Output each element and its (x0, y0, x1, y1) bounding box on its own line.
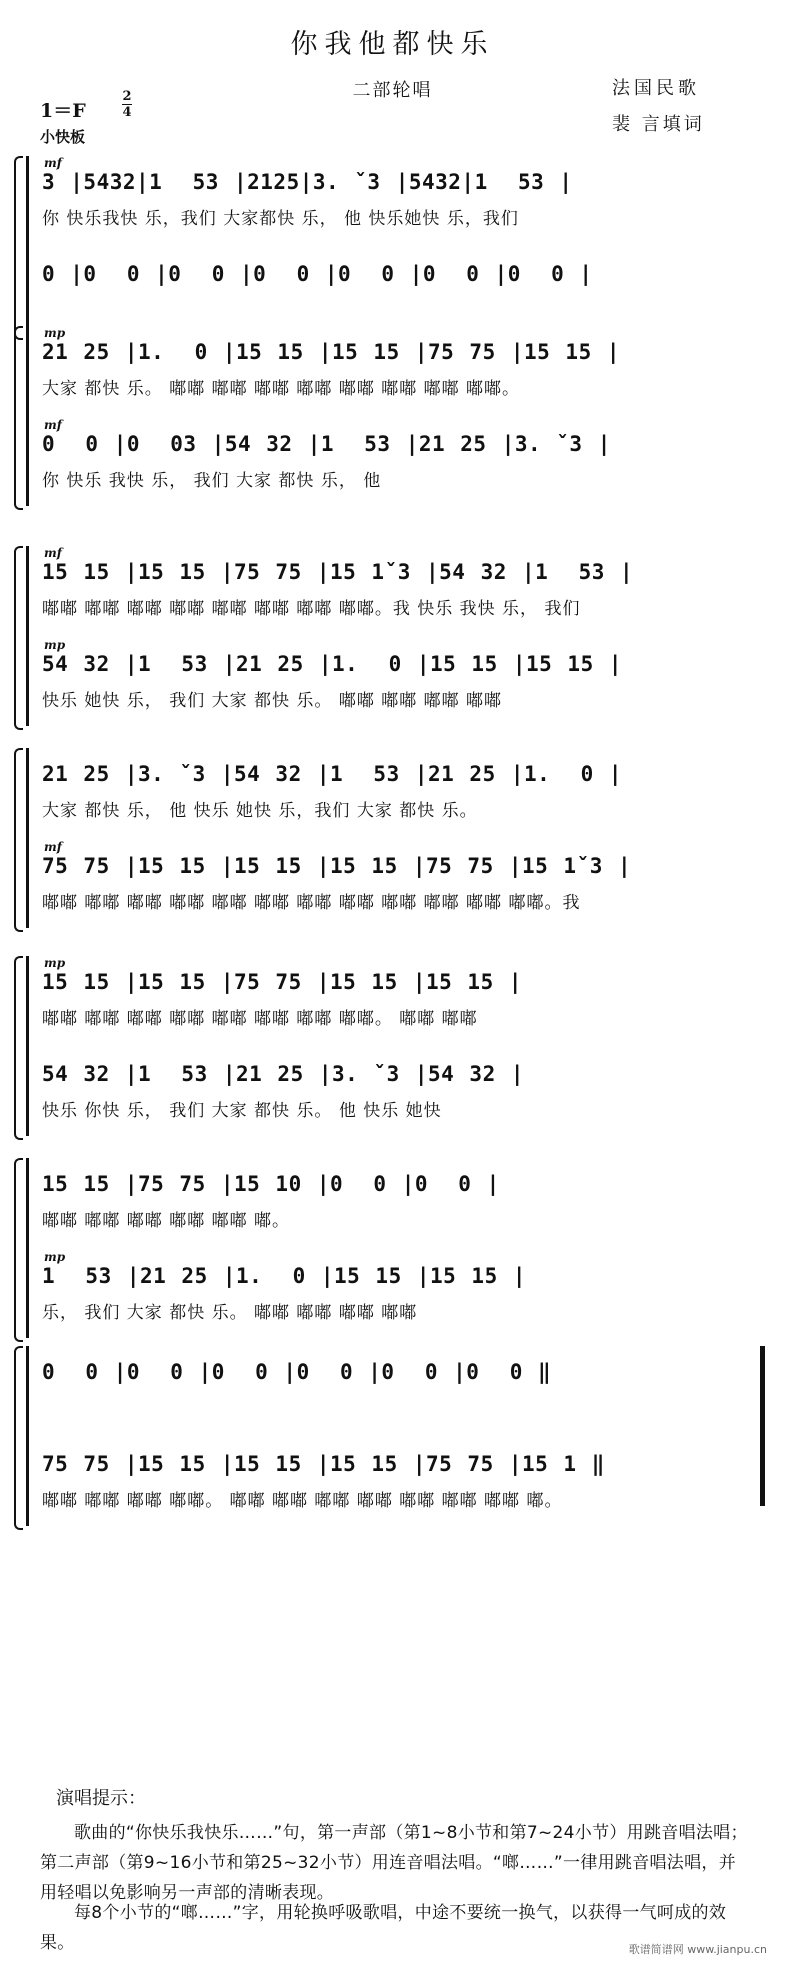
system-bracket (26, 156, 29, 336)
score-system (0, 742, 785, 942)
voice-2-notes: 0 0 |0 03 |54 32 |1 53 |21 25 |3. ˇ3 | (42, 432, 611, 456)
voice-2-dynamic-marking: mf (44, 418, 62, 432)
system-bracket (26, 1158, 29, 1338)
voice-1-notes: 21 25 |3. ˇ3 |54 32 |1 53 |21 25 |1. 0 | (42, 762, 623, 786)
voice-2-lyrics: 乐， 我们 大家 都快 乐。 嘟嘟 嘟嘟 嘟嘟 嘟嘟 (42, 1303, 418, 1323)
voice-1-lyrics: 嘟嘟 嘟嘟 嘟嘟 嘟嘟 嘟嘟 嘟嘟 嘟嘟 嘟嘟。 嘟嘟 嘟嘟 (42, 1009, 478, 1029)
tips-paragraph-2-text: 每8个小节的“啷……”字，用轮换呼吸歌唱，中途不要统一换气，以获得一气呵成的效果。 (40, 1903, 727, 1953)
tips-heading: 演唱提示： (56, 1788, 146, 1809)
voice-1-dynamic-marking: mp (44, 956, 66, 970)
voice-2-notes: 54 32 |1 53 |21 25 |3. ˇ3 |54 32 | (42, 1062, 525, 1086)
song-origin: 法国民歌 (612, 78, 700, 99)
voice-1-notes: 0 0 |0 0 |0 0 |0 0 |0 0 |0 0 ‖ (42, 1360, 552, 1384)
voice-2-dynamic-marking: mp (44, 1250, 66, 1264)
song-lyricist: 裴 言填词 (612, 114, 705, 135)
voice-2-lyrics: 嘟嘟 嘟嘟 嘟嘟 嘟嘟。 嘟嘟 嘟嘟 嘟嘟 嘟嘟 嘟嘟 嘟嘟 嘟嘟 嘟。 (42, 1491, 563, 1511)
voice-1-dynamic-marking: mf (44, 156, 62, 170)
system-brace (14, 1346, 23, 1530)
score-system (0, 950, 785, 1150)
system-bracket (26, 326, 29, 506)
voice-1-notes: 15 15 |15 15 |75 75 |15 1ˇ3 |54 32 |1 53 | (42, 560, 634, 584)
system-bracket (26, 956, 29, 1136)
voice-1-lyrics: 嘟嘟 嘟嘟 嘟嘟 嘟嘟 嘟嘟 嘟。 (42, 1211, 291, 1231)
tips-paragraph-1 (40, 1818, 750, 1908)
score-system (0, 1152, 785, 1352)
voice-2-lyrics: 嘟嘟 嘟嘟 嘟嘟 嘟嘟 嘟嘟 嘟嘟 嘟嘟 嘟嘟 嘟嘟 嘟嘟 嘟嘟 嘟嘟。我 (42, 893, 581, 913)
voice-1-notes: 21 25 |1. 0 |15 15 |15 15 |75 75 |15 15 | (42, 340, 621, 364)
system-brace (14, 546, 23, 730)
system-bracket (26, 748, 29, 928)
voice-1-notes: 15 15 |15 15 |75 75 |15 15 |15 15 | (42, 970, 523, 994)
voice-1-dynamic-marking: mf (44, 546, 62, 560)
system-bracket (26, 546, 29, 726)
system-brace (14, 956, 23, 1140)
key-signature: 1＝F (40, 100, 86, 122)
voice-2-lyrics: 快乐 她快 乐， 我们 大家 都快 乐。 嘟嘟 嘟嘟 嘟嘟 嘟嘟 (42, 691, 503, 711)
score-system (0, 1340, 785, 1540)
voice-2-lyrics: 你 快乐 我快 乐， 我们 大家 都快 乐， 他 (42, 471, 382, 491)
voice-1-notes: 3 |5432|1 53 |2125|3. ˇ3 |5432|1 53 | (42, 170, 573, 194)
voice-2-notes: 75 75 |15 15 |15 15 |15 15 |75 75 |15 1 ‖ (42, 1452, 605, 1476)
system-brace (14, 326, 23, 510)
voice-2-notes: 54 32 |1 53 |21 25 |1. 0 |15 15 |15 15 | (42, 652, 623, 676)
song-subtitle: 二部轮唱 (352, 80, 433, 101)
voice-2-notes: 75 75 |15 15 |15 15 |15 15 |75 75 |15 1ˇ3 | (42, 854, 632, 878)
voice-2-dynamic-marking: mf (44, 840, 62, 854)
voice-1-lyrics: 大家 都快 乐， 他 快乐 她快 乐，我们 大家 都快 乐。 (42, 801, 478, 821)
final-barline (760, 1346, 765, 1506)
voice-2-notes: 1 53 |21 25 |1. 0 |15 15 |15 15 | (42, 1264, 527, 1288)
system-brace (14, 748, 23, 932)
song-title: 你我他都快乐 (290, 29, 495, 60)
watermark: 歌谱简谱网 www.jianpu.cn (628, 1943, 767, 1956)
score-system (0, 540, 785, 740)
voice-1-dynamic-marking: mp (44, 326, 66, 340)
voice-1-notes: 15 15 |75 75 |15 10 |0 0 |0 0 | (42, 1172, 500, 1196)
score-system (0, 320, 785, 520)
system-brace (14, 1158, 23, 1342)
voice-2-dynamic-marking: mp (44, 638, 66, 652)
meter-bottom: 4 (122, 105, 132, 120)
time-signature (122, 90, 132, 119)
voice-2-notes: 0 |0 0 |0 0 |0 0 |0 0 |0 0 |0 0 | (42, 262, 593, 286)
meter-top: 2 (122, 89, 132, 104)
system-bracket (26, 1346, 29, 1526)
tips-paragraph-1-text: 歌曲的“你快乐我快乐……”句，第一声部（第1~8小节和第7~24小节）用跳音唱法唱；第二声部（第9~16小节和第25~32小节）用连音唱法唱。“啷……”一律用跳音唱法唱，并用轻唱以免影响另一声部的清晰表现。 (40, 1823, 748, 1903)
voice-1-lyrics: 嘟嘟 嘟嘟 嘟嘟 嘟嘟 嘟嘟 嘟嘟 嘟嘟 嘟嘟。我 快乐 我快 乐， 我们 (42, 599, 581, 619)
tempo-marking: 小快板 (40, 128, 86, 146)
voice-1-lyrics: 你 快乐我快 乐，我们 大家都快 乐， 他 快乐她快 乐，我们 (42, 209, 519, 229)
voice-2-lyrics: 快乐 你快 乐， 我们 大家 都快 乐。 他 快乐 她快 (42, 1101, 442, 1121)
system-brace (14, 156, 23, 340)
voice-1-lyrics: 大家 都快 乐。 嘟嘟 嘟嘟 嘟嘟 嘟嘟 嘟嘟 嘟嘟 嘟嘟 嘟嘟。 (42, 379, 521, 399)
